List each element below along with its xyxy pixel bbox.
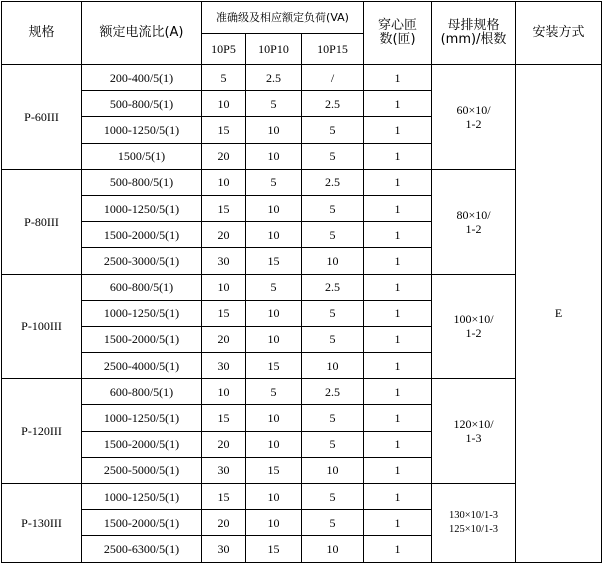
load-10p10-cell: 5 [246,274,302,300]
load-10p15-cell: 10 [302,536,364,562]
turns-cell: 1 [364,65,432,91]
load-10p10-cell: 2.5 [246,65,302,91]
load-10p15-cell: 2.5 [302,274,364,300]
turns-cell: 1 [364,326,432,352]
load-10p5-cell: 10 [202,91,246,117]
turns-cell: 1 [364,195,432,221]
busbar-line2: 1-2 [465,116,482,131]
load-10p5-cell: 15 [202,117,246,143]
ratio-cell: 1500-2000/5(1) [82,222,202,248]
load-10p5-cell: 15 [202,405,246,431]
load-10p5-cell: 30 [202,353,246,379]
header-busbar [432,2,516,65]
ratio-cell: 200-400/5(1) [82,65,202,91]
busbar-line2: 1-2 [465,326,482,341]
load-10p10-cell: 10 [246,300,302,326]
load-10p10-cell: 10 [246,431,302,457]
load-10p5-cell: 30 [202,248,246,274]
load-10p10-cell: 10 [246,117,302,143]
turns-cell: 1 [364,248,432,274]
load-10p10-cell: 10 [246,405,302,431]
header-model: 规格 [2,2,82,65]
busbar-line1: 130×10/1-3 [448,509,499,521]
ratio-cell: 600-800/5(1) [82,274,202,300]
load-10p5-cell: 20 [202,510,246,536]
ratio-cell: 1000-1250/5(1) [82,117,202,143]
header-turns-line1: 穿心匝 [378,18,418,33]
ratio-cell: 500-800/5(1) [82,169,202,195]
load-10p10-cell: 10 [246,510,302,536]
ratio-cell: 600-800/5(1) [82,379,202,405]
load-10p5-cell: 30 [202,536,246,562]
load-10p15-cell: 5 [302,117,364,143]
turns-cell: 1 [364,353,432,379]
model-cell: P-100III [2,274,82,379]
turns-cell: 1 [364,431,432,457]
load-10p10-cell: 5 [246,91,302,117]
load-10p5-cell: 15 [202,195,246,221]
load-10p5-cell: 20 [202,143,246,169]
load-10p5-cell: 30 [202,457,246,483]
model-cell: P-120III [2,379,82,484]
load-10p5-cell: 10 [202,274,246,300]
turns-cell: 1 [364,117,432,143]
mounting-cell: E [516,65,602,563]
header-class-10p15: 10P15 [302,34,364,65]
load-10p15-cell: 10 [302,457,364,483]
load-10p10-cell: 15 [246,536,302,562]
model-cell: P-60III [2,65,82,170]
load-10p5-cell: 20 [202,222,246,248]
load-10p5-cell: 10 [202,379,246,405]
turns-cell: 1 [364,300,432,326]
turns-cell: 1 [364,457,432,483]
load-10p15-cell: 5 [302,300,364,326]
load-10p15-cell: 2.5 [302,379,364,405]
header-turns-line2: 数(匝) [379,32,416,47]
header-busbar-line2: (mm)/根数 [440,32,507,47]
model-cell: P-130III [2,484,82,563]
ratio-cell: 2500-3000/5(1) [82,248,202,274]
ratio-cell: 1500-2000/5(1) [82,326,202,352]
turns-cell: 1 [364,536,432,562]
header-ratio: 额定电流比(A) [82,2,202,65]
load-10p5-cell: 20 [202,431,246,457]
load-10p15-cell: 5 [302,405,364,431]
load-10p15-cell: 5 [302,195,364,221]
load-10p15-cell: 5 [302,431,364,457]
header-mounting: 安装方式 [516,2,602,65]
load-10p5-cell: 15 [202,300,246,326]
load-10p10-cell: 5 [246,169,302,195]
load-10p10-cell: 10 [246,326,302,352]
ratio-cell: 2500-6300/5(1) [82,536,202,562]
turns-cell: 1 [364,274,432,300]
busbar-line1: 60×10/ [456,102,491,117]
load-10p15-cell: 2.5 [302,91,364,117]
turns-cell: 1 [364,169,432,195]
load-10p15-cell: 5 [302,510,364,536]
ratio-cell: 1000-1250/5(1) [82,405,202,431]
spec-table [1,1,602,563]
turns-cell: 1 [364,510,432,536]
turns-cell: 1 [364,143,432,169]
header-class-10p5: 10P5 [202,34,246,65]
load-10p15-cell: 10 [302,248,364,274]
busbar-line1: 100×10/ [453,312,494,327]
model-cell: P-80III [2,169,82,274]
ratio-cell: 2500-4000/5(1) [82,353,202,379]
turns-cell: 1 [364,222,432,248]
load-10p10-cell: 15 [246,353,302,379]
header-class-10p10: 10P10 [246,34,302,65]
busbar-cell [432,484,516,563]
ratio-cell: 1000-1250/5(1) [82,300,202,326]
load-10p15-cell: 5 [302,222,364,248]
turns-cell: 1 [364,484,432,510]
ratio-cell: 1500-2000/5(1) [82,431,202,457]
ratio-cell: 2500-5000/5(1) [82,457,202,483]
busbar-line1: 80×10/ [456,207,491,222]
busbar-cell [432,169,516,274]
header-busbar-line1: 母排规格 [447,18,500,33]
header-accuracy-group: 准确级及相应额定负荷(VA) [202,2,364,34]
load-10p15-cell: 2.5 [302,169,364,195]
busbar-line2: 1-2 [465,221,482,236]
busbar-cell [432,274,516,379]
load-10p10-cell: 10 [246,222,302,248]
busbar-line2: 1-3 [465,431,482,446]
busbar-line2: 125×10/1-3 [448,523,499,535]
ratio-cell: 1500/5(1) [82,143,202,169]
header-turns [364,2,432,65]
load-10p15-cell: 5 [302,143,364,169]
load-10p5-cell: 15 [202,484,246,510]
load-10p15-cell: / [302,65,364,91]
load-10p5-cell: 10 [202,169,246,195]
load-10p10-cell: 10 [246,195,302,221]
load-10p15-cell: 5 [302,326,364,352]
load-10p15-cell: 5 [302,484,364,510]
turns-cell: 1 [364,91,432,117]
busbar-line1: 120×10/ [453,417,494,432]
ratio-cell: 1000-1250/5(1) [82,195,202,221]
ratio-cell: 500-800/5(1) [82,91,202,117]
busbar-cell [432,65,516,170]
load-10p10-cell: 5 [246,379,302,405]
busbar-cell [432,379,516,484]
turns-cell: 1 [364,379,432,405]
load-10p10-cell: 15 [246,457,302,483]
ratio-cell: 1000-1250/5(1) [82,484,202,510]
turns-cell: 1 [364,405,432,431]
load-10p15-cell: 10 [302,353,364,379]
load-10p5-cell: 20 [202,326,246,352]
load-10p10-cell: 15 [246,248,302,274]
ratio-cell: 1500-2000/5(1) [82,510,202,536]
load-10p10-cell: 10 [246,484,302,510]
load-10p10-cell: 10 [246,143,302,169]
load-10p5-cell: 5 [202,65,246,91]
